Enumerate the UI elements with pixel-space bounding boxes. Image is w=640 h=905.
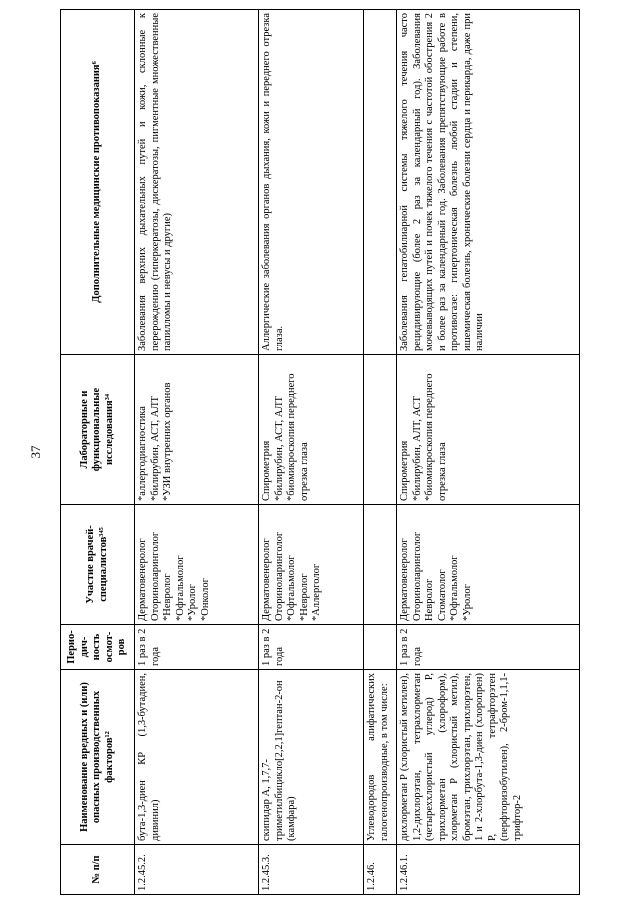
- table-row: [259, 10, 364, 895]
- doctor-item: Дерматовенеролог: [399, 538, 410, 621]
- lab-item: *биомикроскопия переднего отрезка глаза: [286, 373, 310, 501]
- hazard-factors-table: [60, 9, 580, 895]
- row-labs: [397, 355, 580, 505]
- row-contraindications: Заболевания гепатобилиарной системы тяжелого течения часто рецидивирующие (более 2 раз за календарный год). Заболевания мочевыводящих путей и почек тяжелого течения с частотой обострения 2 и более раз за календарный год. Заболевания препятствующие работе в противогазе: гипертоническая болезнь любой стадии и степени, ишемическая болезнь, хронические болезни сердца и перикарда, даже при наличии: [397, 10, 580, 355]
- header-number: № п/п: [61, 845, 135, 895]
- table-row: [135, 10, 259, 895]
- header-labs: Лабораторные и функциональные исследования³⁴: [61, 355, 135, 505]
- doctor-item: *Офтальмолог: [449, 555, 460, 621]
- row-factor: Углеводородов алифатических галогенопроизводные, в том числе:: [364, 670, 397, 845]
- row-doctors: [135, 505, 259, 625]
- doctor-item: Невролог: [424, 578, 435, 621]
- doctor-item: *Офтальмолог: [286, 555, 297, 621]
- header-contraindications: Дополнительные медицинские противопоказания⁶: [61, 10, 135, 355]
- row-labs: [364, 355, 397, 505]
- doctor-item: *Уролог: [187, 584, 198, 621]
- doctor-item: Дерматовенеролог: [261, 538, 272, 621]
- row-doctors: [397, 505, 580, 625]
- lab-item: *аллергодиагностика: [137, 406, 148, 501]
- rotated-table-wrapper: [60, 10, 580, 895]
- doctor-item: Оториноларинголог: [411, 531, 423, 621]
- row-number: 1.2.45.3.: [259, 845, 364, 895]
- row-factor: бута-1,3-диен КР (1,3-бутадиен, дивинил): [135, 670, 259, 845]
- row-contraindications: Заболевания верхних дыхательных путей и кожи, склонные к перерождению (гиперкератозы, дискератозы, пигментные множественные папилломы и невусы и другие): [135, 10, 259, 355]
- header-periodicity: Перио-дич-ность осмот-ров: [61, 625, 135, 670]
- page-number: 37: [28, 445, 43, 459]
- doctor-item: *Уролог: [461, 584, 473, 621]
- doctor-item: *Невролог: [162, 573, 173, 621]
- table-header-row: [61, 10, 135, 895]
- lab-item: *билирубин, АСТ, АЛТ: [273, 396, 285, 501]
- lab-item: *билирубин, АСТ, АЛТ: [149, 396, 161, 501]
- row-number: 1.2.46.1.: [397, 845, 580, 895]
- lab-item: *УЗИ внутренних органов: [162, 382, 173, 501]
- row-contraindications: Аллергические заболевания органов дыхания, кожи и переднего отрезка глаза.: [259, 10, 364, 355]
- doctor-item: *Аллерголог: [311, 563, 322, 621]
- row-number: 1.2.46.: [364, 845, 397, 895]
- row-contraindications: [364, 10, 397, 355]
- row-periodicity: 1 раз в 2 года: [135, 625, 259, 670]
- row-doctors: [364, 505, 397, 625]
- lab-item: *билирубин, АЛТ, АСТ: [411, 396, 423, 501]
- row-factor: скипидар А, 1,7,7-триметилбицикло[2,2,1]гептан-2-он (камфара): [259, 670, 364, 845]
- row-labs: [259, 355, 364, 505]
- lab-item: Спирометрия: [399, 440, 410, 501]
- header-doctors: Участие врачей-специалистов³⁴⁵: [61, 505, 135, 625]
- doctor-item: Дерматовенеролог: [137, 538, 148, 621]
- lab-item: *биомикроскопия переднего отрезка глаза: [424, 373, 448, 501]
- header-factor: Наименование вредных и (или) опасных производственных факторов¹²: [61, 670, 135, 845]
- doctor-item: *Офтальмолог: [174, 555, 186, 621]
- doctor-item: *Онколог: [199, 578, 211, 621]
- doctor-item: Оториноларинголог: [273, 531, 285, 621]
- table-row: [397, 10, 580, 895]
- row-periodicity: [364, 625, 397, 670]
- row-labs: [135, 355, 259, 505]
- doctor-item: Оториноларинголог: [149, 531, 161, 621]
- row-periodicity: 1 раз в 2 года: [259, 625, 364, 670]
- row-factor: дихлорметан Р (хлористый метилен), 1,2-дихлорэтан, тетрахлорметан (четыреххлористый углерод) Р, трихлорметан (хлороформ), хлорметан Р (хлористый метил), бромэтан, трихлорэтан, трихлорэтен, 1 и 2-хлорбута-1,3-диен (хлоропрен) Р, тетрафторэтен (перфторизобутилен), 2-бром-1,1,1-трифтор-2: [397, 670, 580, 845]
- lab-item: Спирометрия: [261, 440, 272, 501]
- row-doctors: [259, 505, 364, 625]
- doctor-item: *Невролог: [298, 573, 310, 621]
- doctor-item: Стоматолог: [436, 569, 448, 621]
- table-row: [364, 10, 397, 895]
- row-periodicity: 1 раз в 2 года: [397, 625, 580, 670]
- row-number: 1.2.45.2.: [135, 845, 259, 895]
